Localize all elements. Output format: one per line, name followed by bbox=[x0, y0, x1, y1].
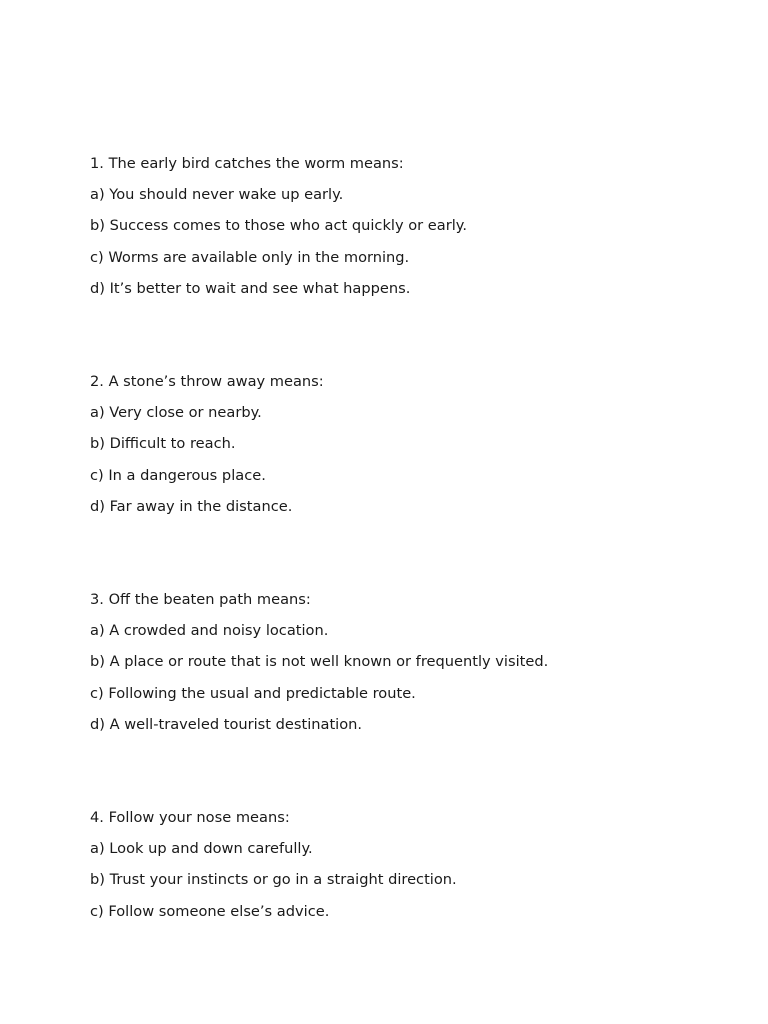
answer-option-a: a) Look up and down carefully. bbox=[90, 840, 313, 858]
answer-option-a: a) You should never wake up early. bbox=[90, 186, 344, 204]
question-prompt: 2. A stone’s throw away means: bbox=[90, 373, 324, 390]
question-prompt: 1. The early bird catches the worm means: bbox=[90, 155, 404, 172]
answer-option-c: c) Following the usual and predictable route. bbox=[90, 684, 416, 702]
answer-option-b: b) Trust your instincts or go in a straight direction. bbox=[90, 871, 457, 889]
answer-option-d: d) It’s better to wait and see what happens. bbox=[90, 279, 411, 297]
answer-option-d: d) Far away in the distance. bbox=[90, 497, 293, 515]
question-3 bbox=[90, 590, 730, 746]
question-prompt: 3. Off the beaten path means: bbox=[90, 591, 311, 608]
answer-option-c: c) Worms are available only in the morning. bbox=[90, 248, 410, 266]
answer-option-c: c) In a dangerous place. bbox=[90, 466, 266, 484]
answer-option-b: b) Success comes to those who act quickly or early. bbox=[90, 217, 467, 235]
answer-option-a: a) Very close or nearby. bbox=[90, 404, 262, 422]
question-4 bbox=[90, 808, 730, 933]
question-2 bbox=[90, 372, 730, 528]
answer-option-d: d) A well-traveled tourist destination. bbox=[90, 715, 363, 733]
answer-option-b: b) A place or route that is not well known or frequently visited. bbox=[90, 653, 549, 671]
answer-option-b: b) Difficult to reach. bbox=[90, 435, 236, 453]
question-prompt: 4. Follow your nose means: bbox=[90, 809, 290, 826]
question-1 bbox=[90, 154, 730, 310]
answer-option-a: a) A crowded and noisy location. bbox=[90, 622, 329, 640]
answer-option-c: c) Follow someone else’s advice. bbox=[90, 902, 330, 920]
